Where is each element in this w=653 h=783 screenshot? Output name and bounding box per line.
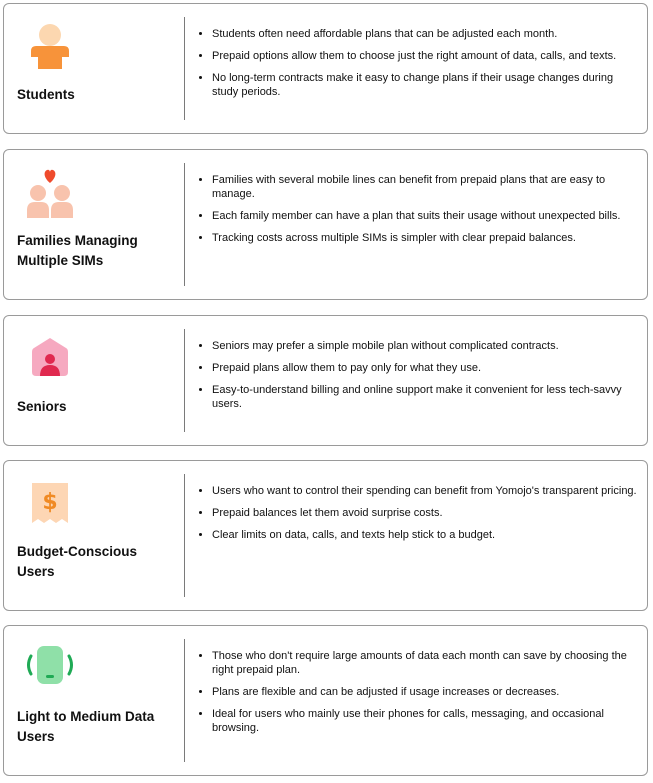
dollar-receipt-icon: [24, 477, 76, 529]
card-title: Families Managing Multiple SIMs: [17, 233, 138, 268]
svg-text:$: $: [42, 490, 58, 515]
divider: [184, 474, 185, 597]
list-item: • Tracking costs across multiple SIMs is simpler with clear prepaid balances.: [212, 231, 637, 245]
point-list: [192, 339, 637, 419]
point-list: [192, 649, 637, 743]
list-item: • Seniors may prefer a simple mobile plan without complicated contracts.: [212, 339, 637, 353]
card-seniors: [3, 315, 648, 446]
card-header: [4, 461, 184, 610]
card-title: Students: [17, 87, 75, 102]
list-item: • Plans are flexible and can be adjusted if usage increases or decreases.: [212, 685, 637, 699]
divider: [184, 639, 185, 762]
divider: [184, 17, 185, 120]
point-list: [192, 484, 637, 550]
list-item: • Clear limits on data, calls, and texts help stick to a budget.: [212, 528, 637, 542]
card-title: Budget-Conscious Users: [17, 544, 137, 579]
card-budget-conscious: [3, 460, 648, 611]
list-item: • Each family member can have a plan that suits their usage without unexpected bills.: [212, 209, 637, 223]
senior-home-icon: [24, 332, 76, 384]
list-item: • Prepaid balances let them avoid surprise costs.: [212, 506, 637, 520]
card-header: [4, 4, 184, 133]
list-item: • Users who want to control their spending can benefit from Yomojo's transparent pricing.: [212, 484, 637, 498]
list-item: • Families with several mobile lines can benefit from prepaid plans that are easy to manage.: [212, 173, 637, 201]
list-item: • Ideal for users who mainly use their phones for calls, messaging, and occasional browsing.: [212, 707, 637, 735]
point-list: [192, 27, 637, 107]
list-item: • Those who don't require large amounts of data each month can save by choosing the right prepaid plan.: [212, 649, 637, 677]
phone-vibrate-icon: [24, 642, 76, 694]
list-item: • No long-term contracts make it easy to change plans if their usage changes during study periods.: [212, 71, 637, 99]
card-title: Seniors: [17, 399, 67, 414]
card-students: [3, 3, 648, 134]
card-header: [4, 316, 184, 445]
list-item: • Students often need affordable plans that can be adjusted each month.: [212, 27, 637, 41]
list-item: • Easy-to-understand billing and online support make it convenient for less tech-savvy users.: [212, 383, 637, 411]
student-icon: [24, 20, 76, 72]
card-light-medium-data: [3, 625, 648, 776]
card-families: [3, 149, 648, 300]
family-heart-icon: [24, 166, 76, 218]
card-header: [4, 150, 184, 299]
list-item: • Prepaid plans allow them to pay only for what they use.: [212, 361, 637, 375]
divider: [184, 329, 185, 432]
point-list: [192, 173, 637, 253]
card-title: Light to Medium Data Users: [17, 709, 155, 744]
divider: [184, 163, 185, 286]
list-item: • Prepaid options allow them to choose just the right amount of data, calls, and texts.: [212, 49, 637, 63]
card-header: [4, 626, 184, 775]
